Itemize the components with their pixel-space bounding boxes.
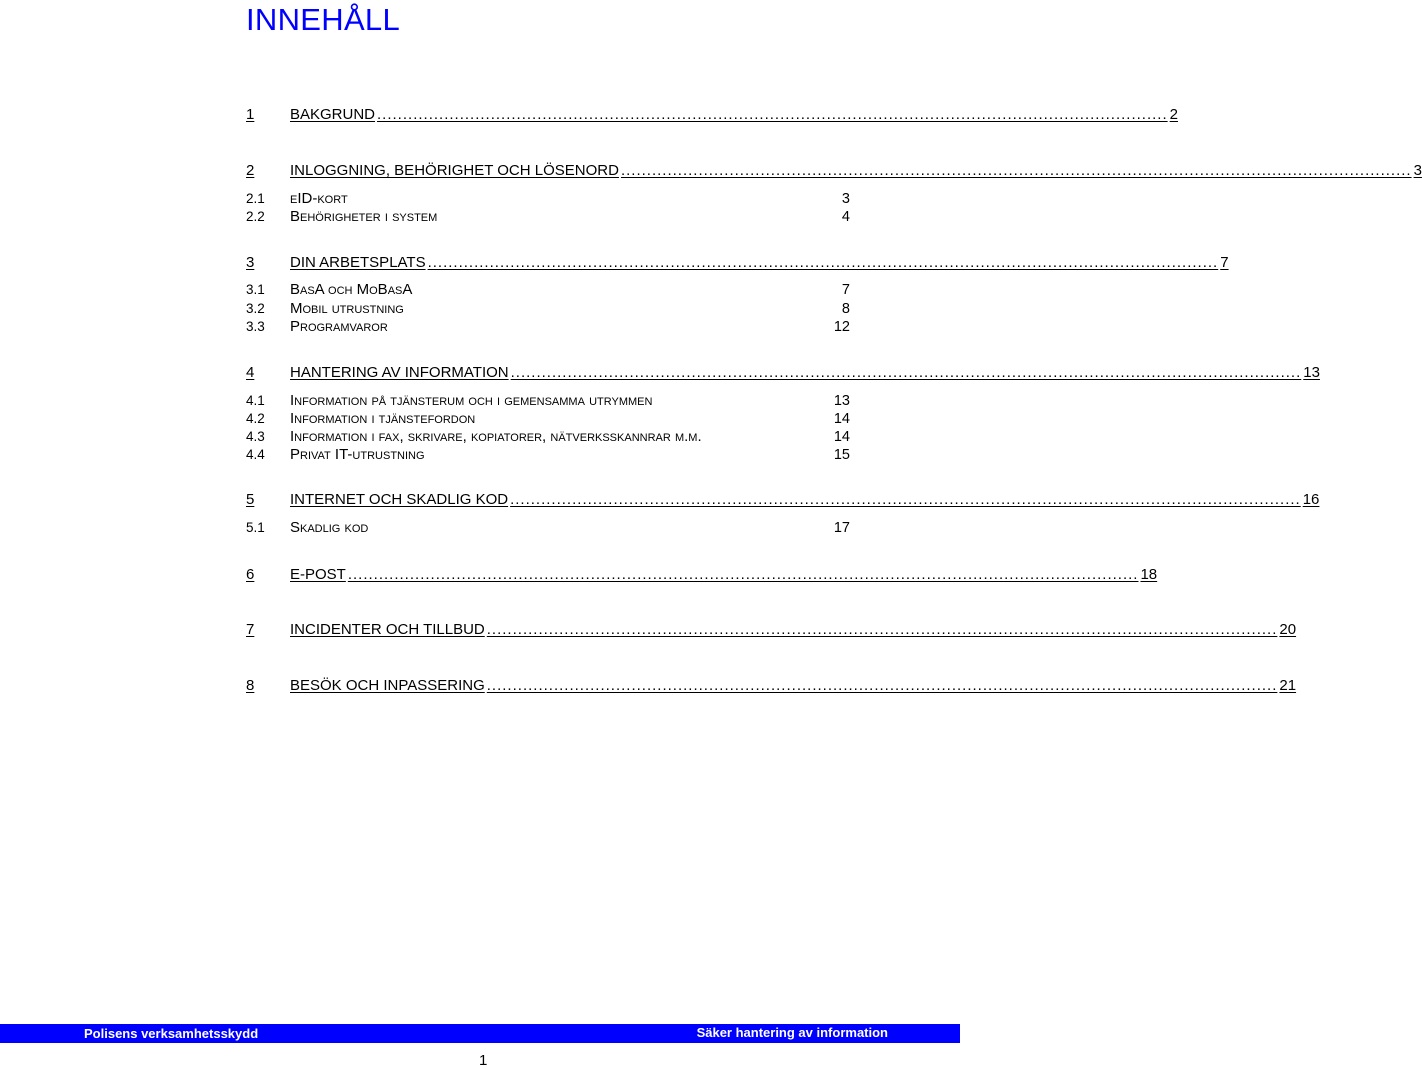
toc-page: 20 (1279, 621, 1297, 638)
toc-label: BasA och MoBasA (290, 281, 413, 298)
footer-right-text: Säker hantering av information (696, 1025, 888, 1040)
toc-leader: ......................................................................................................................................................... (510, 491, 1301, 508)
toc-page: 14 (833, 429, 850, 445)
toc-number: 3.3 (246, 319, 265, 334)
toc-entry[interactable] (246, 364, 1320, 384)
toc-leader: ......................................................................................................................................................... (377, 106, 1168, 123)
toc-entry[interactable] (246, 392, 850, 412)
toc-leader: ......................................................................................................................................................... (486, 677, 1278, 694)
toc-page: 13 (833, 393, 850, 409)
toc-page: 16 (1302, 491, 1320, 508)
toc-number: 4.2 (246, 411, 265, 426)
toc-label: Skadlig kod (290, 519, 369, 536)
toc-label: eID-kort (290, 190, 348, 207)
toc-page: 2 (1169, 106, 1178, 123)
toc-label: Information på tjänsterum och i gemensamma utrymmen (290, 392, 653, 409)
toc-page: 21 (1279, 677, 1297, 694)
toc-entry[interactable] (246, 106, 1178, 126)
toc-number: 4.1 (246, 393, 265, 408)
toc-page: 8 (841, 301, 850, 317)
toc-page: 14 (833, 411, 850, 427)
toc-label: Information i fax, skrivare, kopiatorer, nätverksskannrar m.m. (290, 428, 702, 445)
toc-page: 3 (841, 191, 850, 207)
toc-page: 13 (1303, 364, 1320, 381)
footer-left-text: Polisens verksamhetsskydd (84, 1026, 259, 1041)
toc-label: Information i tjänstefordon (290, 410, 476, 427)
toc-entry[interactable] (246, 410, 850, 430)
toc-label: Programvaror (290, 318, 388, 335)
toc-leader: ......................................................................................................................................................... (510, 364, 1302, 381)
toc-entry[interactable] (246, 621, 1297, 641)
toc-label: Behörigheter i system (290, 208, 438, 225)
toc-entry[interactable] (246, 318, 850, 338)
toc-page: 3 (1413, 162, 1422, 179)
page-title: INNEHÅLL (246, 2, 401, 37)
toc-entry[interactable] (246, 428, 850, 448)
toc-number: 8 (246, 677, 255, 694)
toc-number: 7 (246, 621, 255, 638)
toc-page: 17 (833, 520, 850, 536)
toc-label: INCIDENTER OCH TILLBUD (290, 621, 485, 638)
toc-number: 3 (246, 254, 255, 271)
toc-label: HANTERING AV INFORMATION (290, 364, 509, 381)
toc-number: 1 (246, 106, 255, 123)
toc-entry[interactable] (246, 208, 850, 228)
toc-number: 4.3 (246, 429, 265, 444)
toc-page: 18 (1140, 566, 1158, 583)
toc-page: 12 (833, 319, 850, 335)
toc-page: 7 (841, 282, 850, 298)
toc-number: 2 (246, 162, 255, 179)
toc-entry[interactable] (246, 190, 850, 210)
toc-number: 3.2 (246, 301, 265, 316)
toc-entry[interactable] (246, 281, 850, 301)
toc-number: 4.4 (246, 447, 265, 462)
toc-label: Mobil utrustning (290, 300, 404, 317)
toc-label: BESÖK OCH INPASSERING (290, 677, 485, 694)
toc-entry[interactable] (246, 162, 1422, 182)
toc-entry[interactable] (246, 491, 1320, 511)
toc-entry[interactable] (246, 566, 1158, 586)
toc-label: INTERNET OCH SKADLIG KOD (290, 491, 509, 508)
toc-number: 2.1 (246, 191, 265, 206)
toc-label: INLOGGNING, BEHÖRIGHET OCH LÖSENORD (290, 162, 619, 179)
toc-leader: ......................................................................................................................................................... (347, 566, 1139, 583)
toc-number: 4 (246, 364, 255, 381)
toc-entry[interactable] (246, 677, 1297, 697)
toc-leader: ......................................................................................................................................................... (427, 254, 1219, 271)
toc-number: 5 (246, 491, 255, 508)
toc-page: 7 (1220, 254, 1229, 271)
toc-entry[interactable] (246, 519, 850, 539)
toc-label: BAKGRUND (290, 106, 376, 123)
toc-leader: ......................................................................................................................................................... (620, 162, 1412, 179)
page-number: 1 (479, 1052, 488, 1069)
toc-entry[interactable] (246, 254, 1229, 274)
toc-label: Privat IT-utrustning (290, 446, 425, 463)
toc-label: DIN ARBETSPLATS (290, 254, 426, 271)
toc-page: 15 (833, 447, 850, 463)
toc-page: 4 (841, 209, 850, 225)
toc-entry[interactable] (246, 300, 850, 320)
toc-label: E-POST (290, 566, 346, 583)
toc-number: 2.2 (246, 209, 265, 224)
toc-number: 6 (246, 566, 255, 583)
footer-bar (0, 1024, 960, 1043)
toc-number: 5.1 (246, 520, 265, 535)
toc-number: 3.1 (246, 282, 265, 297)
toc-leader: ......................................................................................................................................................... (486, 621, 1278, 638)
toc-entry[interactable] (246, 446, 850, 466)
